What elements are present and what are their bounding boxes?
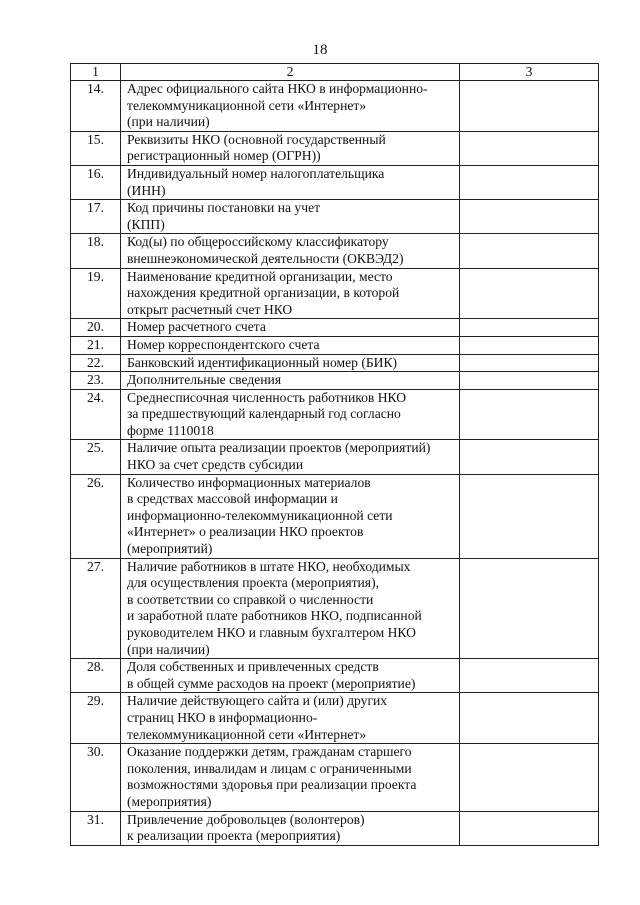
- row-value: [460, 319, 599, 337]
- row-value: [460, 389, 599, 440]
- table-body: [71, 81, 599, 846]
- row-description: Наименование кредитной организации, место нахождения кредитной организации, в которой открыт расчетный счет НКО: [121, 268, 460, 319]
- row-value: [460, 131, 599, 165]
- row-number: 26.: [71, 474, 121, 558]
- row-description: Банковский идентификационный номер (БИК): [121, 354, 460, 372]
- row-value: [460, 354, 599, 372]
- row-number: 30.: [71, 744, 121, 811]
- row-value: [460, 372, 599, 390]
- row-description: Доля собственных и привлеченных средств в общей сумме расходов на проект (мероприятие): [121, 659, 460, 693]
- row-value: [460, 693, 599, 744]
- table-row: [71, 440, 599, 474]
- table-row: [71, 372, 599, 390]
- table-row: [71, 81, 599, 132]
- row-value: [460, 268, 599, 319]
- row-number: 15.: [71, 131, 121, 165]
- table-row: [71, 693, 599, 744]
- row-number: 24.: [71, 389, 121, 440]
- table-row: [71, 165, 599, 199]
- table-row: [71, 474, 599, 558]
- row-description: Адрес официального сайта НКО в информационно- телекоммуникационной сети «Интернет» (при наличии): [121, 81, 460, 132]
- row-number: 22.: [71, 354, 121, 372]
- row-description: Реквизиты НКО (основной государственный регистрационный номер (ОГРН)): [121, 131, 460, 165]
- row-number: 20.: [71, 319, 121, 337]
- row-value: [460, 336, 599, 354]
- row-value: [460, 474, 599, 558]
- table-row: [71, 389, 599, 440]
- row-description: Номер корреспондентского счета: [121, 336, 460, 354]
- column-header-number: 1: [71, 64, 121, 81]
- row-description: Оказание поддержки детям, гражданам старшего поколения, инвалидам и лицам с ограниченными возможностями здоровья при реализации проекта (мероприятия): [121, 744, 460, 811]
- column-header-value: 3: [460, 64, 599, 81]
- row-value: [460, 81, 599, 132]
- row-number: 27.: [71, 558, 121, 659]
- row-value: [460, 744, 599, 811]
- table-row: [71, 131, 599, 165]
- table-row: [71, 234, 599, 268]
- row-description: Индивидуальный номер налогоплательщика (ИНН): [121, 165, 460, 199]
- row-value: [460, 811, 599, 845]
- table-row: [71, 268, 599, 319]
- row-description: Привлечение добровольцев (волонтеров) к реализации проекта (мероприятия): [121, 811, 460, 845]
- row-description: Дополнительные сведения: [121, 372, 460, 390]
- table-row: [71, 200, 599, 234]
- table-row: [71, 319, 599, 337]
- row-value: [460, 165, 599, 199]
- row-value: [460, 234, 599, 268]
- table-row: [71, 811, 599, 845]
- questionnaire-table: [70, 63, 599, 846]
- row-value: [460, 200, 599, 234]
- row-description: Наличие работников в штате НКО, необходимых для осуществления проекта (мероприятия), в соответствии со справкой о численности и заработной плате работников НКО, подписанной руководителем НКО и главным бухгалтером НКО (при наличии): [121, 558, 460, 659]
- row-description: Код(ы) по общероссийскому классификатору внешнеэкономической деятельности (ОКВЭД2): [121, 234, 460, 268]
- row-value: [460, 659, 599, 693]
- row-number: 16.: [71, 165, 121, 199]
- row-description: Количество информационных материалов в средствах массовой информации и информационно-телекоммуникационной сети «Интернет» о реализации НКО проектов (мероприятий): [121, 474, 460, 558]
- row-number: 23.: [71, 372, 121, 390]
- table-row: [71, 354, 599, 372]
- row-value: [460, 558, 599, 659]
- row-number: 28.: [71, 659, 121, 693]
- row-description: Среднесписочная численность работников НКО за предшествующий календарный год согласно форме 1110018: [121, 389, 460, 440]
- row-description: Наличие действующего сайта и (или) других страниц НКО в информационно- телекоммуникационной сети «Интернет»: [121, 693, 460, 744]
- page-number: 18: [312, 42, 328, 58]
- row-description: Код причины постановки на учет (КПП): [121, 200, 460, 234]
- row-number: 25.: [71, 440, 121, 474]
- row-description: Номер расчетного счета: [121, 319, 460, 337]
- row-number: 29.: [71, 693, 121, 744]
- row-number: 14.: [71, 81, 121, 132]
- row-value: [460, 440, 599, 474]
- table-row: [71, 659, 599, 693]
- row-number: 19.: [71, 268, 121, 319]
- row-description: Наличие опыта реализации проектов (мероприятий) НКО за счет средств субсидии: [121, 440, 460, 474]
- row-number: 21.: [71, 336, 121, 354]
- table-row: [71, 336, 599, 354]
- row-number: 17.: [71, 200, 121, 234]
- table-row: [71, 744, 599, 811]
- table-row: [71, 558, 599, 659]
- row-number: 18.: [71, 234, 121, 268]
- row-number: 31.: [71, 811, 121, 845]
- column-header-description: 2: [121, 64, 460, 81]
- table-header-row: [71, 64, 599, 81]
